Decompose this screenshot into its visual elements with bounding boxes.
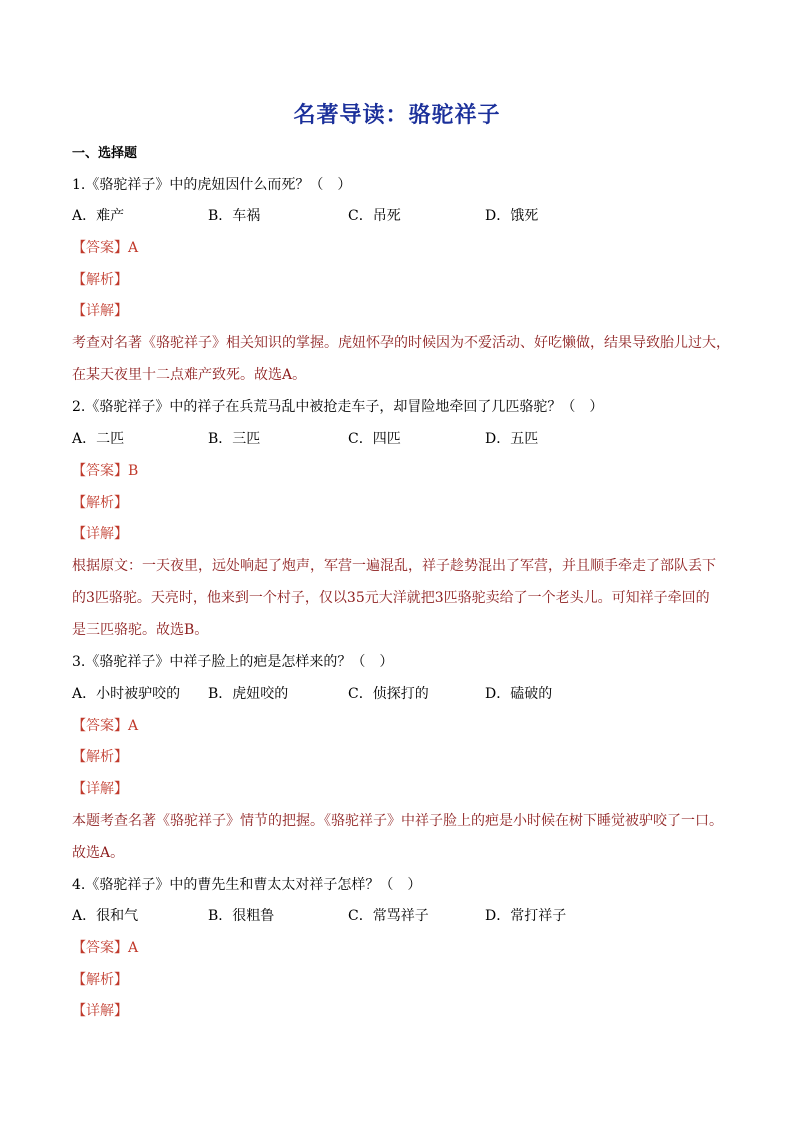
explanation-line: 是三匹骆驼。故选B。 — [72, 622, 209, 638]
option-c: C．四匹 — [348, 431, 401, 447]
explanation-line: 根据原文：一天夜里，远处响起了炮声，军营一遍混乱，祥子趁势混出了军营，并且顺手牵走了部队丢下 — [72, 558, 716, 574]
detail-tag: 【详解】 — [72, 526, 128, 542]
explanation-line: 本题考查名著《骆驼祥子》情节的把握。《骆驼祥子》中祥子脸上的疤是小时候在树下睡觉被驴咬了一口。 — [72, 813, 723, 829]
option-a: A．难产 — [72, 208, 125, 224]
answer-line — [72, 716, 138, 736]
option-b: B．车祸 — [208, 208, 261, 224]
analysis-tag: 【解析】 — [72, 495, 128, 511]
option-b: B．虎妞咬的 — [208, 686, 289, 702]
page-title: 名著导读：骆驼祥子 — [293, 103, 501, 128]
question-2-stem: 2.《骆驼祥子》中的祥子在兵荒马乱中被抢走车子，却冒险地牵回了几匹骆驼？（ ） — [72, 399, 604, 415]
answer-line — [72, 238, 138, 258]
answer-tag: 【答案】 — [72, 463, 128, 479]
answer-tag: 【答案】 — [72, 940, 128, 956]
analysis-tag: 【解析】 — [72, 272, 128, 288]
answer-line — [72, 938, 138, 958]
answer-value: A — [128, 940, 139, 956]
answer-value: A — [128, 240, 139, 256]
option-a: A．二匹 — [72, 431, 125, 447]
question-1-options — [72, 206, 732, 226]
answer-tag: 【答案】 — [72, 240, 128, 256]
explanation-line: 故选A。 — [72, 845, 125, 861]
detail-tag: 【详解】 — [72, 1003, 128, 1019]
question-2-options — [72, 429, 732, 449]
explanation-line: 的3匹骆驼。天亮时，他来到一个村子，仅以35元大洋就把3匹骆驼卖给了一个老头儿。可知祥子牵回的 — [72, 590, 710, 606]
option-b: B．三匹 — [208, 431, 261, 447]
explanation-line: 在某天夜里十二点难产致死。故选A。 — [72, 367, 307, 383]
answer-line — [72, 461, 138, 481]
question-4-stem: 4.《骆驼祥子》中的曹先生和曹太太对祥子怎样？（ ） — [72, 877, 422, 893]
option-d: D．五匹 — [485, 431, 539, 447]
option-d: D．磕破的 — [485, 686, 553, 702]
option-d: D．饿死 — [485, 208, 539, 224]
answer-tag: 【答案】 — [72, 718, 128, 734]
analysis-tag: 【解析】 — [72, 749, 128, 765]
answer-value: A — [128, 718, 139, 734]
detail-tag: 【详解】 — [72, 781, 128, 797]
option-c: C．侦探打的 — [348, 686, 429, 702]
question-1-stem: 1.《骆驼祥子》中的虎妞因什么而死？（ ） — [72, 177, 352, 193]
option-d: D．常打祥子 — [485, 908, 567, 924]
option-a: A．小时被驴咬的 — [72, 686, 181, 702]
question-3-options — [72, 684, 732, 704]
section-heading: 一、选择题 — [72, 146, 138, 161]
explanation-line: 考查对名著《骆驼祥子》相关知识的掌握。虎妞怀孕的时候因为不爱活动、好吃懒做，结果导致胎儿过大， — [72, 335, 730, 351]
option-c: C．常骂祥子 — [348, 908, 429, 924]
answer-value: B — [128, 463, 139, 479]
option-c: C．吊死 — [348, 208, 401, 224]
option-a: A．很和气 — [72, 908, 139, 924]
question-4-options — [72, 906, 732, 926]
question-3-stem: 3.《骆驼祥子》中祥子脸上的疤是怎样来的？（ ） — [72, 654, 394, 670]
option-b: B．很粗鲁 — [208, 908, 275, 924]
analysis-tag: 【解析】 — [72, 972, 128, 988]
detail-tag: 【详解】 — [72, 303, 128, 319]
